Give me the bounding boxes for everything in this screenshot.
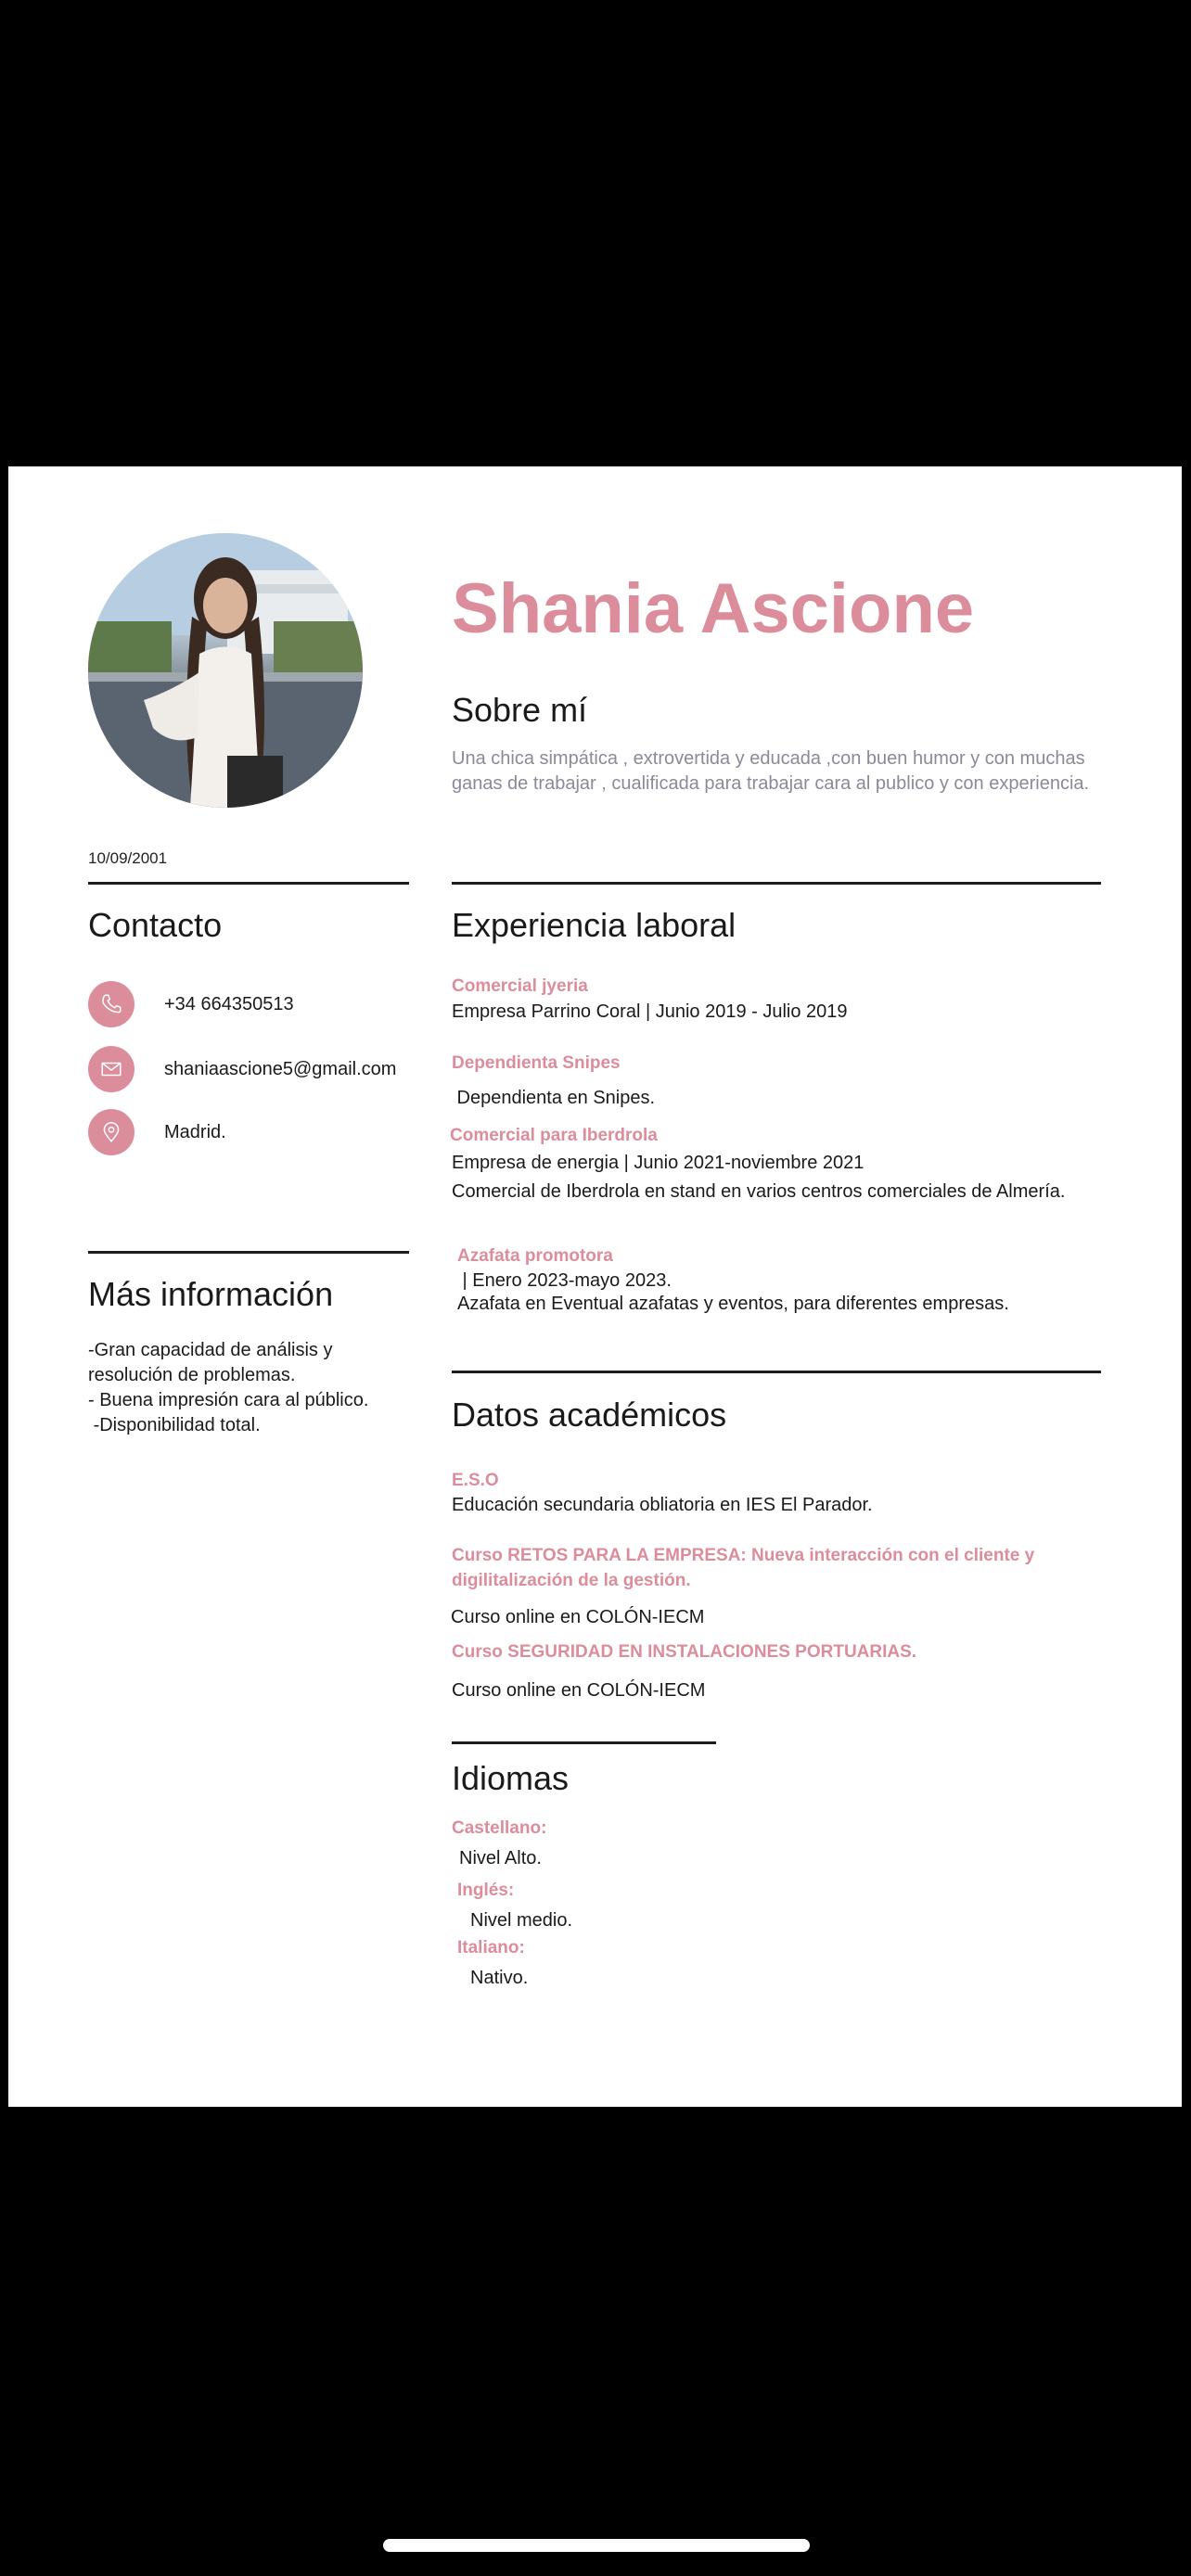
job-detail: Empresa Parrino Coral | Junio 2019 - Julio 2019 (452, 1001, 848, 1022)
job-title: Comercial jyeria (452, 976, 588, 996)
divider (452, 882, 1101, 885)
profile-photo (88, 533, 363, 808)
contact-title: Contacto (88, 906, 223, 944)
resume-page (8, 466, 1182, 2107)
job-detail: Comercial de Iberdrola en stand en varios centros comerciales de Almería. (452, 1181, 1066, 1202)
divider (88, 1251, 409, 1254)
job-detail: Azafata en Eventual azafatas y eventos, para diferentes empresas. (457, 1294, 1009, 1314)
education-title-item: Curso SEGURIDAD EN INSTALACIONES PORTUARIAS. (452, 1642, 917, 1662)
divider (452, 1741, 716, 1744)
contact-phone-text: +34 664350513 (164, 993, 294, 1014)
job-detail: Dependienta en Snipes. (452, 1088, 656, 1108)
full-name: Shania Ascione (452, 569, 975, 648)
contact-phone[interactable] (88, 981, 294, 1027)
about-title: Sobre mí (452, 691, 588, 729)
phone-icon (88, 981, 134, 1027)
contact-email[interactable] (88, 1046, 396, 1092)
more-info-title: Más información (88, 1275, 334, 1313)
about-text: Una chica simpática , extrovertida y educada ,con buen humor y con muchas ganas de trabajar , cualificada para trabajar cara al publico y con experiencia. (452, 748, 1090, 794)
education-detail: Curso online en COLÓN-IECM (452, 1680, 706, 1701)
birthdate: 10/09/2001 (88, 849, 168, 867)
home-indicator[interactable] (383, 2539, 810, 2552)
mail-icon (88, 1046, 134, 1092)
more-info-list (88, 1338, 394, 1438)
job-detail: | Enero 2023-mayo 2023. (457, 1270, 672, 1291)
more-info-item: - Buena impresión cara al público. (88, 1390, 369, 1410)
more-info-item: -Disponibilidad total. (88, 1415, 261, 1435)
divider (452, 1371, 1101, 1373)
language-name: Castellano: (452, 1818, 547, 1838)
language-level: Nivel Alto. (459, 1848, 542, 1868)
experience-title: Experiencia laboral (452, 906, 736, 944)
more-info-item: -Gran capacidad de análisis y resolución de problemas. (88, 1340, 339, 1385)
education-detail: Curso online en COLÓN-IECM (451, 1607, 705, 1627)
job-title: Dependienta Snipes (452, 1053, 621, 1073)
language-level: Nivel medio. (470, 1910, 573, 1931)
language-level: Nativo. (470, 1968, 529, 1988)
education-title: Datos académicos (452, 1396, 727, 1434)
language-name: Inglés: (457, 1881, 515, 1900)
job-title: Azafata promotora (457, 1246, 613, 1266)
contact-location-text: Madrid. (164, 1121, 226, 1142)
divider (88, 882, 409, 885)
job-title: Comercial para Iberdrola (450, 1126, 658, 1145)
contact-email-text: shaniaascione5@gmail.com (164, 1058, 397, 1079)
contact-location (88, 1109, 226, 1155)
education-title-item: Curso RETOS PARA LA EMPRESA: Nueva interacción con el cliente y digilitalización de la gestión. (452, 1546, 1035, 1590)
education-title-item: E.S.O (452, 1471, 499, 1490)
education-detail: Educación secundaria obliatoria en IES El Parador. (452, 1495, 873, 1515)
job-detail: Empresa de energia | Junio 2021-noviembre 2021 (452, 1153, 864, 1173)
languages-title: Idiomas (452, 1759, 570, 1797)
language-name: Italiano: (457, 1938, 525, 1958)
location-pin-icon (88, 1109, 134, 1155)
